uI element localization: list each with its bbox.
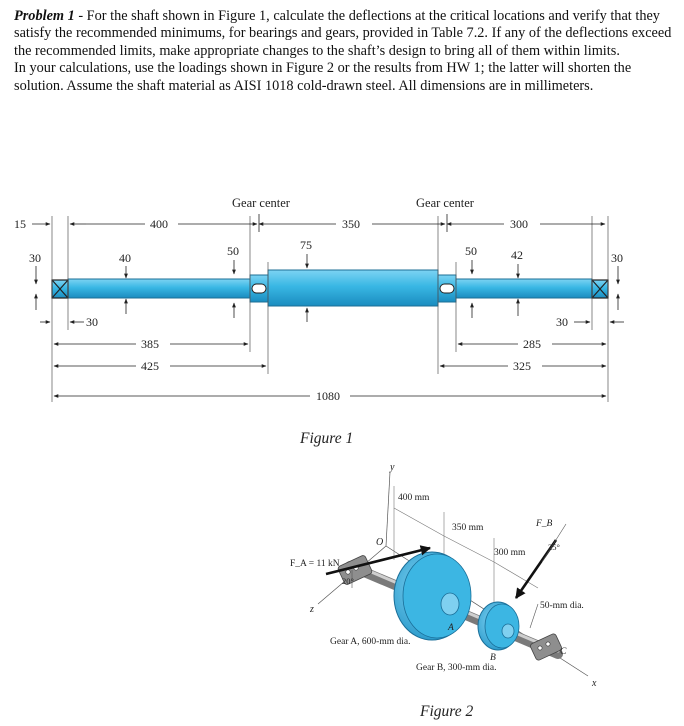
force-fa-label: F_A = 11 kN: [290, 559, 340, 569]
gear-a-label: Gear A, 600-mm dia.: [330, 637, 411, 647]
figure-1-caption: Figure 1: [300, 430, 354, 447]
dim-1080: 1080: [316, 389, 340, 403]
point-b-label: B: [490, 653, 496, 663]
force-fb-label: F_B: [536, 519, 553, 529]
left-keyway: [252, 284, 266, 293]
dim-50-left: 50: [227, 244, 239, 258]
length-400-label: 400 mm: [398, 493, 430, 503]
dim-15: 15: [14, 217, 26, 231]
length-300-label: 300 mm: [494, 548, 526, 558]
axis-z-label: z: [310, 604, 314, 615]
angle-20-label: 20°: [342, 576, 354, 586]
problem-statement: [14, 8, 676, 95]
point-c-label: C: [560, 647, 567, 657]
axis-x-label: x: [592, 678, 597, 689]
shaft: [52, 270, 608, 306]
dim-30-left-shoulder: 30: [86, 315, 98, 329]
figure-2: [0, 460, 684, 722]
dim-300: 300: [510, 217, 528, 231]
force-fb-arrow: [516, 524, 566, 598]
angle-25-label: 25°: [548, 542, 560, 552]
problem-heading: Problem 1: [14, 8, 75, 24]
dim-30-right-shoulder: 30: [556, 315, 568, 329]
dim-350: 350: [342, 217, 360, 231]
dim-385: 385: [141, 337, 159, 351]
dim-40: 40: [119, 251, 131, 265]
point-a-label: A: [448, 623, 454, 633]
gear-center-left-label: Gear center: [232, 196, 290, 210]
problem-text-1: - For the shaft shown in Figure 1, calculate the deflections at the critical locations and verify that they satisfy the recommended minimums, for bearings and gears, provided in Table 7.2. If any of the deflections exceed the recommended limits, make appropriate changes to the shaft’s design to bring all of them within limits.: [14, 8, 672, 59]
shaft-dia-leader: [530, 604, 538, 628]
extension-lines: [52, 216, 608, 402]
problem-paragraph-2: In your calculations, use the loadings shown in Figure 2 or the results from HW 1; the latter will shorten the solution. Assume the shaft material as AISI 1018 cold-drawn steel. All dimensions are in millimeters.: [14, 60, 632, 94]
dim-30-right-end: 30: [611, 251, 623, 265]
gear-a: [394, 552, 471, 640]
right-keyway: [440, 284, 454, 293]
gear-b-label: Gear B, 300-mm dia.: [416, 663, 497, 673]
origin-label: O: [376, 537, 384, 548]
dim-425: 425: [141, 359, 159, 373]
gear-b: [478, 602, 519, 650]
axis-y-label: y: [390, 462, 395, 473]
shaft-dia-label: 50-mm dia.: [540, 601, 584, 611]
length-350-label: 350 mm: [452, 523, 484, 533]
gear-center-right-label: Gear center: [416, 196, 474, 210]
dim-325: 325: [513, 359, 531, 373]
dim-50-right: 50: [465, 244, 477, 258]
dim-285: 285: [523, 337, 541, 351]
problem-paragraph-1: [14, 8, 676, 60]
shaft-right-section: [456, 279, 592, 298]
dim-400: 400: [150, 217, 168, 231]
figure-2-caption: Figure 2: [420, 703, 474, 720]
shaft-left-section: [68, 279, 250, 298]
dim-75: 75: [300, 238, 312, 252]
shaft-center-section: [268, 270, 438, 306]
dim-42: 42: [511, 248, 523, 262]
dim-30-left-end: 30: [29, 251, 41, 265]
